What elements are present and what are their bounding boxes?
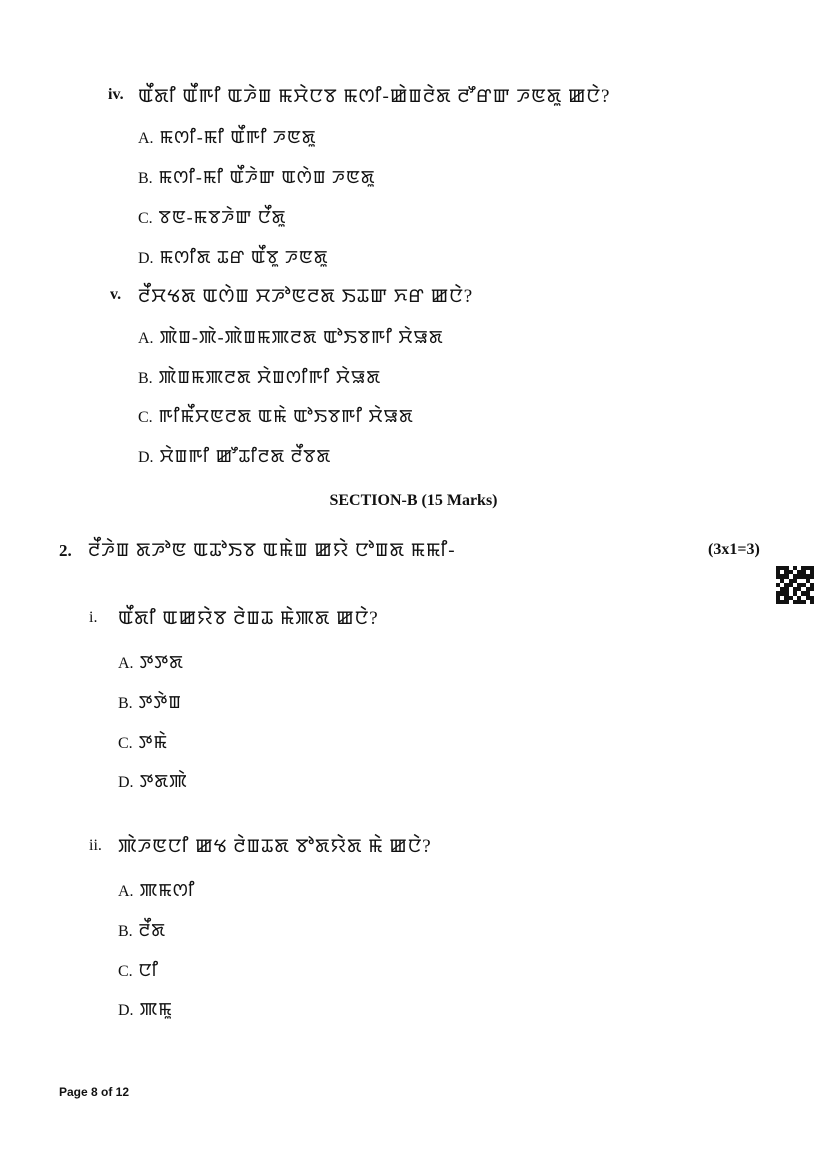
option-text: ꯄꯃꯁꯤ bbox=[139, 880, 196, 900]
option-text: ꯕꯟ-ꯃꯕꯍꯥꯛ ꯅꯩꯗꯨ bbox=[158, 207, 287, 227]
option-a bbox=[138, 124, 317, 149]
option-label: B. bbox=[138, 170, 153, 187]
section-title: SECTION-B (15 Marks) bbox=[329, 492, 498, 509]
subquestion-number: i. bbox=[89, 609, 98, 626]
option-text: ꯆꯥꯡꯒꯤ ꯀꯧꯊꯤꯂꯗ ꯂꯩꯕꯗ bbox=[159, 446, 332, 466]
option-text: ꯄꯥꯡꯃꯄꯂꯗ ꯆꯥꯡꯁꯤꯒꯤ ꯆꯥꯎꯗ bbox=[158, 367, 382, 387]
option-text: ꯅꯤ bbox=[138, 960, 160, 980]
option-label: A. bbox=[118, 655, 134, 672]
question-number: iv. bbox=[108, 86, 124, 103]
option-c bbox=[138, 403, 414, 428]
option-label: A. bbox=[138, 130, 154, 147]
option-c bbox=[138, 204, 286, 229]
subquestion-text: ꯄꯥꯍꯟꯅꯤ ꯀꯠ ꯂꯥꯡꯊꯗ ꯕꯣꯗꯌꯥꯗ ꯃꯥ ꯀꯅꯥ? bbox=[118, 836, 432, 857]
option-d bbox=[138, 443, 331, 468]
option-label: D. bbox=[138, 449, 154, 466]
option-label: C. bbox=[138, 409, 153, 426]
option-text: ꯇꯃꯥ bbox=[138, 732, 168, 752]
option-text: ꯂꯩꯗ bbox=[138, 920, 167, 940]
option-label: D. bbox=[138, 250, 154, 267]
option-label: B. bbox=[118, 923, 133, 940]
option-text: ꯇꯗꯄꯥ bbox=[139, 771, 188, 791]
option-label: C. bbox=[118, 963, 133, 980]
option-d bbox=[138, 244, 328, 269]
option-a bbox=[138, 324, 444, 349]
option-text: ꯇꯇꯥꯡ bbox=[138, 692, 182, 712]
subquestion-text: ꯑꯩꯗꯤ ꯑꯀꯌꯥꯕ ꯂꯥꯡꯊ ꯃꯥꯄꯗ ꯀꯅꯥ? bbox=[118, 608, 379, 629]
option-label: A. bbox=[138, 330, 154, 347]
option-label: B. bbox=[118, 695, 133, 712]
question-number: v. bbox=[110, 286, 122, 303]
question-text: ꯑꯩꯗꯤ ꯑꯩꯒꯤ ꯑꯍꯥꯡ ꯃꯆꯥꯅꯕ ꯃꯁꯤ-ꯀꯥꯡꯂꯥꯗ ꯂꯧꯔꯛ ꯍꯟꯗꯨ ꯀꯅꯥ? bbox=[138, 86, 611, 107]
option-text: ꯄꯥꯡ-ꯄꯥ-ꯄꯥꯡꯃꯄꯂꯗ ꯑꯣꯏꯕꯒꯤ ꯆꯥꯎꯗ bbox=[159, 327, 444, 347]
option-b bbox=[138, 364, 381, 389]
option-c bbox=[118, 729, 168, 754]
option-text: ꯒꯤꯃꯩꯆꯟꯂꯗ ꯑꯃꯥ ꯑꯣꯏꯕꯒꯤ ꯆꯥꯎꯗ bbox=[158, 406, 414, 426]
option-label: A. bbox=[118, 883, 134, 900]
marks-label: (3x1=3) bbox=[708, 541, 760, 558]
option-c bbox=[118, 957, 159, 982]
question-text: ꯂꯩꯍꯥꯡ ꯗꯍꯣꯟ ꯑꯊꯣꯏꯕ ꯑꯃꯥꯡ ꯀꯌꯥ ꯅꯣꯡꯗ ꯃꯃꯤ- bbox=[88, 540, 456, 561]
option-a bbox=[118, 877, 195, 902]
option-b bbox=[118, 689, 182, 714]
option-text: ꯃꯁꯤ-ꯃꯤ ꯑꯩꯒꯤ ꯍꯟꯗꯨ bbox=[159, 127, 317, 147]
option-label: C. bbox=[138, 210, 153, 227]
option-label: D. bbox=[118, 1002, 134, 1019]
option-text: ꯇꯇꯗ bbox=[139, 652, 184, 672]
option-label: B. bbox=[138, 370, 153, 387]
option-a bbox=[118, 649, 184, 674]
option-b bbox=[138, 164, 376, 189]
option-text: ꯃꯁꯤ-ꯃꯤ ꯑꯩꯍꯥꯛ ꯑꯁꯥꯡ ꯍꯟꯗꯨ bbox=[158, 167, 376, 187]
option-text: ꯄꯃꯨ bbox=[139, 999, 173, 1019]
option-d bbox=[118, 768, 188, 793]
subquestion-number: ii. bbox=[89, 837, 102, 854]
question-number: 2. bbox=[59, 541, 72, 560]
option-b bbox=[118, 917, 166, 942]
option-d bbox=[118, 996, 173, 1021]
qr-code bbox=[776, 566, 814, 604]
option-label: D. bbox=[118, 774, 134, 791]
question-text: ꯂꯩꯆꯠꯗ ꯑꯁꯥꯡ ꯆꯍꯣꯟꯂꯗ ꯏꯊꯛ ꯈꯔ ꯀꯅꯥ? bbox=[138, 286, 474, 307]
page-number: Page 8 of 12 bbox=[59, 1085, 130, 1099]
option-text: ꯃꯁꯤꯗ ꯊꯔ ꯑꯩꯕꯨ ꯍꯟꯗꯨ bbox=[159, 247, 329, 267]
option-label: C. bbox=[118, 735, 133, 752]
